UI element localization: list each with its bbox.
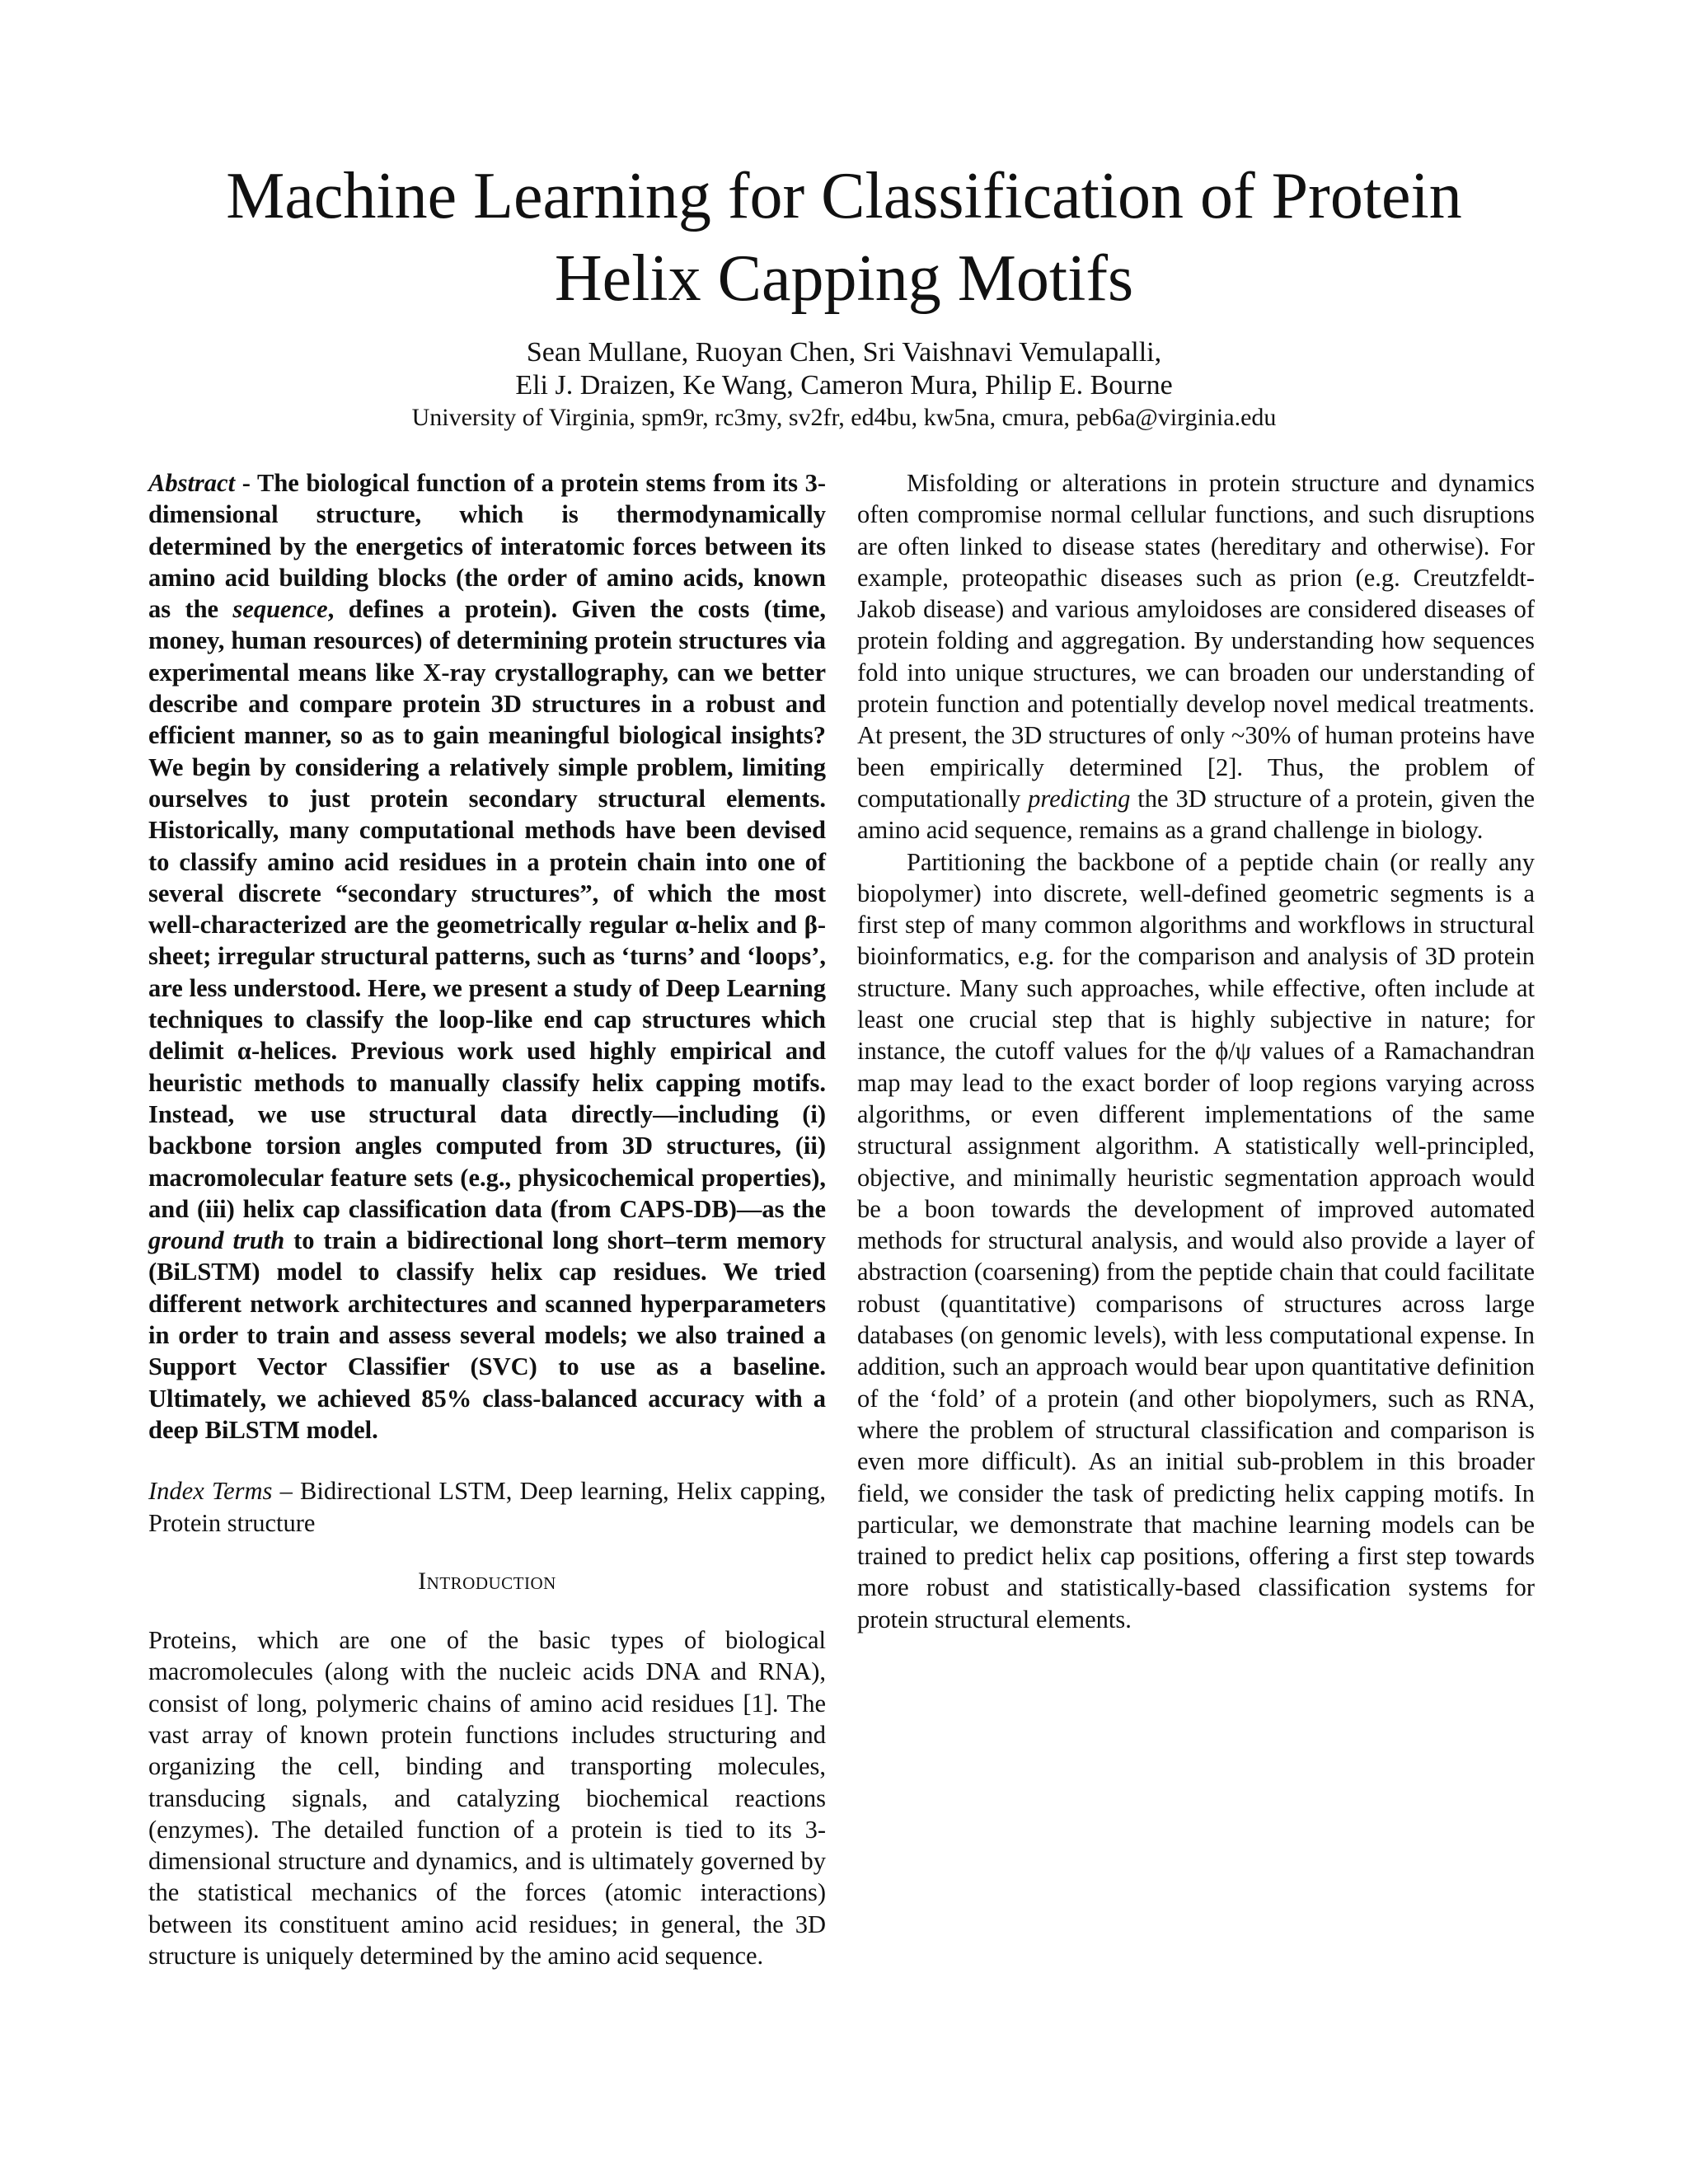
- abstract-emphasis-ground-truth: ground truth: [148, 1226, 285, 1255]
- paper-title: [148, 155, 1540, 320]
- introduction-paragraph-2-text-1: Misfolding or alterations in protein structure and dynamics often compromise normal cellular functions, and such disruptions are often linked to disease states (hereditary and otherwise). For example, proteopathic diseases such as prion (e.g. Creutzfeldt-Jakob disease) and various amyloidoses are considered diseases of protein folding and aggregation. By understanding how sequences fold into unique structures, we can broaden our understanding of protein function and potentially develop novel medical treatments. At present, the 3D structures of only ~30% of human proteins have been empirically determined [2]. Thus, the problem of computationally: [857, 469, 1535, 813]
- introduction-paragraph-1: Proteins, which are one of the basic types of biological macromolecules (along with the nucleic acids DNA and RNA), consist of long, polymeric chains of amino acid residues [1]. The vast array of known protein functions includes structuring and organizing the cell, binding and transporting molecules, transducing signals, and catalyzing biochemical reactions (enzymes). The detailed function of a protein is tied to its 3-dimensional structure and dynamics, and is ultimately governed by the statistical mechanics of the forces (atomic interactions) between its constituent amino acid residues; in general, the 3D structure is uniquely determined by the amino acid sequence.: [148, 1626, 826, 1971]
- author-affiliation: University of Virginia, spm9r, rc3my, sv2fr, ed4bu, kw5na, cmura, peb6a@virginia.edu: [411, 404, 1277, 431]
- abstract-text-3: to train a bidirectional long short–term memory (BiLSTM) model to classify helix cap residues. We tried different network architectures and scanned hyperparameters in order to train and assess several models; we also trained a Support Vector Classifier (SVC) to use as a baseline. Ultimately, we achieved 85% class-balanced accuracy with a deep BiLSTM model.: [148, 1226, 826, 1444]
- author-list-line-2: Eli J. Draizen, Ke Wang, Cameron Mura, Philip E. Bourne: [515, 370, 1173, 401]
- paper-title-line-2: Helix Capping Motifs: [554, 242, 1134, 315]
- introduction-heading: Introduction: [418, 1567, 556, 1595]
- abstract-separator: -: [235, 469, 257, 497]
- index-terms-paragraph: [148, 1475, 826, 1539]
- abstract-text-1: The biological function of a protein stems from its 3-dimensional structure, which is thermodynamically determined by the energetics of interatomic forces between its amino acid building blocks (the order of amino acids, known as the: [148, 469, 827, 624]
- abstract-paragraph: [148, 467, 826, 1446]
- index-terms-text: – Bidirectional LSTM, Deep learning, Helix capping, Protein structure: [148, 1477, 826, 1537]
- abstract-emphasis-sequence: sequence: [232, 595, 328, 624]
- introduction-paragraph-3: Partitioning the backbone of a peptide chain (or really any biopolymer) into discrete, well-defined geometric segments is a first step of many common algorithms and workflows in structural bioinformatics, e.g. for the comparison and analysis of 3D protein structure. Many such approaches, while effective, often include at least one crucial step that is highly subjective in nature; for instance, the cutoff values for the ϕ/ψ values of a Ramachandran map may lead to the exact border of loop regions varying across algorithms, or even different implementations of the same structural assignment algorithm. A statistically well-principled, objective, and minimally heuristic segmentation approach would be a boon towards the development of improved automated methods for structural analysis, and would also provide a layer of abstraction (coarsening) from the peptide chain that could facilitate robust (quantitative) comparisons of structures across large databases (on genomic levels), with less computational expense. In addition, such an approach would bear upon quantitative definition of the ‘fold’ of a protein (and other biopolymers, such as RNA, where the problem of structural classification and comparison is even more difficult). As an initial sub-problem in this broader field, we consider the task of predicting helix capping motifs. In particular, we demonstrate that machine learning models can be trained to predict helix cap positions, offering a first step towards more robust and statistically-based classification systems for protein structural elements.: [857, 847, 1535, 1633]
- author-list-line-1: Sean Mullane, Ruoyan Chen, Sri Vaishnavi Vemulapalli,: [526, 337, 1162, 368]
- left-column: [148, 467, 826, 1971]
- paper-title-line-1: Machine Learning for Classification of Protein: [226, 160, 1462, 232]
- abstract-text-2: , defines a protein). Given the costs (time, money, human resources) of determining protein structures via experimental means like X-ray crystallography, can we better describe and compare protein 3D structures in a robust and efficient manner, so as to gain meaningful biological insights? We begin by considering a relatively simple problem, limiting ourselves to just protein secondary structural elements. Historically, many computational methods have been devised to classify amino acid residues in a protein chain into one of several discrete “secondary structures”, of which the most well-characterized are the geometrically regular α-helix and β-sheet; irregular structural patterns, such as ‘turns’ and ‘loops’, are less understood. Here, we present a study of Deep Learning techniques to classify the loop-like end cap structures which delimit α-helices. Previous work used highly empirical and heuristic methods to manually classify helix capping motifs. Instead, we use structural data directly—including (i) backbone torsion angles computed from 3D structures, (ii) macromolecular feature sets (e.g., physicochemical properties), and (iii) helix cap classification data (from CAPS-DB)—as the: [148, 595, 826, 1223]
- right-column: [857, 467, 1535, 1635]
- author-block: [148, 336, 1540, 434]
- introduction-paragraph-2: [857, 467, 1535, 846]
- abstract-label: Abstract: [148, 469, 236, 497]
- introduction-paragraph-2-text-2: the 3D structure of a protein, given the amino acid sequence, remains as a grand challenge in biology.: [857, 784, 1535, 845]
- index-terms-label: Index Terms: [148, 1477, 273, 1506]
- introduction-emphasis-predicting: predicting: [1028, 784, 1131, 813]
